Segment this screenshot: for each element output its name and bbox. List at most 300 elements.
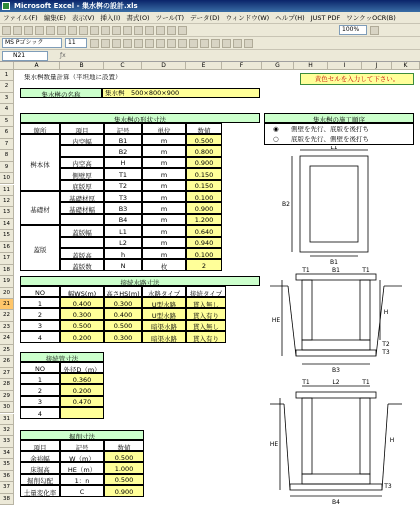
shape-item-cell: [60, 145, 104, 156]
column-header-g[interactable]: G: [262, 62, 294, 70]
tube-no-cell-text: 1: [37, 375, 43, 384]
shape-item-cell-text: 蓋版数: [72, 263, 92, 272]
window-titlebar: [0, 0, 420, 12]
undo-icon[interactable]: [101, 26, 110, 35]
shape-header-cell-text: 箇所: [33, 126, 47, 135]
pipe-no-cell-text: 4: [37, 333, 43, 342]
font-select[interactable]: MS Pゴシック: [2, 38, 62, 48]
exc-symbol-cell: [60, 485, 104, 496]
radio-selected-icon[interactable]: ◉: [273, 126, 279, 133]
exc-value-cell[interactable]: [104, 485, 144, 496]
new-icon[interactable]: [2, 26, 11, 35]
shape-header-cell: [186, 123, 222, 134]
row-header[interactable]: 12: [0, 196, 14, 207]
shape-unit-cell-text: m: [160, 227, 168, 236]
shape-unit-cell: [142, 145, 186, 156]
shape-group-cell: [20, 225, 60, 271]
column-header-d[interactable]: D: [142, 62, 186, 70]
tube-diameter-cell-text: 0.360: [72, 375, 92, 384]
shape-value-cell[interactable]: [186, 145, 222, 156]
print-icon[interactable]: [35, 26, 44, 35]
underline-icon[interactable]: [112, 39, 121, 48]
shape-unit-cell-text: m: [160, 193, 168, 202]
font-size-select[interactable]: 11: [65, 38, 87, 48]
row-header[interactable]: 24: [0, 333, 14, 344]
pipe-width-cell[interactable]: [60, 331, 104, 342]
order-option-1[interactable]: 側壁を先行、底版を後打ち: [291, 126, 369, 133]
shape-symbol-cell: [104, 180, 142, 191]
menu-insert[interactable]: 挿入(I): [100, 14, 121, 22]
pipe-width-cell-text: 0.200: [72, 333, 92, 342]
shape-symbol-cell-text: L1: [119, 227, 127, 236]
menu-data[interactable]: データ(D): [190, 14, 220, 22]
row-header[interactable]: 23: [0, 322, 14, 333]
decrease-decimal-icon[interactable]: [211, 39, 220, 48]
shape-unit-cell-text: m: [160, 148, 168, 157]
borders-icon[interactable]: [222, 39, 231, 48]
shape-symbol-cell: [104, 248, 142, 259]
pipe-conn-cell[interactable]: [186, 331, 226, 342]
pipe-type-cell-text: 暗渠水路: [151, 323, 177, 332]
column-header-a[interactable]: A: [14, 62, 60, 70]
shape-unit-cell: [142, 157, 186, 168]
exc-header-cell-text: 記号: [75, 443, 89, 452]
exc-header-cell-text: 項目: [33, 443, 47, 452]
pipe-type-cell[interactable]: [142, 308, 186, 319]
tube-no-cell: [20, 396, 60, 407]
pipe-type-cell-text: 暗渠水路: [151, 334, 177, 343]
tube-no-cell-text: 2: [37, 387, 43, 396]
order-title-cell: 集水桝の施工順序: [264, 113, 414, 123]
cut-icon[interactable]: [68, 26, 77, 35]
column-header-f[interactable]: F: [222, 62, 262, 70]
row-header[interactable]: 16: [0, 242, 14, 253]
dim-label: T1: [302, 267, 310, 274]
save-icon[interactable]: [24, 26, 33, 35]
sort-desc-icon[interactable]: [156, 26, 165, 35]
dim-label: H: [389, 437, 395, 444]
dim-label: T3: [382, 349, 390, 356]
row-header[interactable]: 36: [0, 471, 14, 482]
shape-item-cell: [60, 237, 104, 248]
increase-decimal-icon[interactable]: [200, 39, 209, 48]
row-header[interactable]: 35: [0, 459, 14, 470]
pipe-height-cell[interactable]: [104, 320, 142, 331]
shape-item-cell: [60, 214, 104, 225]
copy-icon[interactable]: [79, 26, 88, 35]
menu-format[interactable]: 書式(O): [126, 14, 150, 22]
pipe-header-cell-text: 幅WS(m): [67, 289, 97, 298]
dim-label: H: [383, 309, 389, 316]
tube-diameter-cell[interactable]: [60, 396, 104, 407]
shape-symbol-cell: [104, 134, 142, 145]
shape-group-cell: [20, 134, 60, 191]
pipe-header-cell: [60, 286, 104, 297]
column-header-c[interactable]: C: [104, 62, 142, 70]
shape-value-cell[interactable]: [186, 214, 222, 225]
tube-no-cell: [20, 407, 60, 418]
pipe-width-cell-text: 0.300: [72, 311, 92, 320]
menu-edit[interactable]: 編集(E): [43, 14, 66, 22]
menu-bar: [0, 12, 420, 24]
tube-diameter-cell[interactable]: [60, 407, 104, 418]
pipe-width-cell[interactable]: [60, 320, 104, 331]
pipe-header-cell: [142, 286, 186, 297]
autosum-icon[interactable]: [134, 26, 143, 35]
align-right-icon[interactable]: [145, 39, 154, 48]
shape-value-cell-text: 0.100: [194, 193, 214, 202]
shape-value-cell-text: 0.150: [194, 182, 214, 191]
exc-value-cell[interactable]: [104, 474, 144, 485]
shape-symbol-cell: [104, 168, 142, 179]
exc-value-cell-text: 0.500: [114, 476, 134, 485]
shape-symbol-cell-text: H: [120, 159, 126, 168]
pipe-width-cell[interactable]: [60, 308, 104, 319]
row-header[interactable]: 19: [0, 276, 14, 287]
merge-center-icon[interactable]: [156, 39, 165, 48]
column-header-e[interactable]: E: [186, 62, 222, 70]
help-icon[interactable]: [370, 26, 379, 35]
pipe-conn-cell[interactable]: [186, 297, 226, 308]
pipe-type-cell-text: U型水路: [151, 312, 177, 321]
row-header[interactable]: 15: [0, 230, 14, 241]
row-header[interactable]: 25: [0, 345, 14, 356]
column-header-j[interactable]: J: [362, 62, 392, 70]
shape-item-cell: [60, 157, 104, 168]
excel-app-icon: [2, 2, 10, 10]
exc-symbol-cell: [60, 451, 104, 462]
shape-unit-cell-text: m: [160, 170, 168, 179]
italic-icon[interactable]: [101, 39, 110, 48]
dim-label: L1: [330, 146, 338, 151]
shape-item-cell: [60, 259, 104, 270]
comma-icon[interactable]: [189, 39, 198, 48]
shape-header-cell: [142, 123, 186, 134]
shape-value-cell[interactable]: [186, 191, 222, 202]
exc-value-cell[interactable]: [104, 451, 144, 462]
shape-symbol-cell: [104, 214, 142, 225]
exc-symbol-cell-text: 1：n: [74, 477, 90, 486]
row-header[interactable]: 7: [0, 139, 14, 150]
row-header[interactable]: 21: [0, 299, 14, 310]
shape-header-cell-text: 単位: [157, 126, 171, 135]
order-option-2[interactable]: 底版を先行、側壁を後打ち: [291, 136, 369, 143]
dim-label: B1: [332, 267, 340, 274]
shape-symbol-cell: [104, 145, 142, 156]
column-header-b[interactable]: B: [60, 62, 104, 70]
menu-help[interactable]: ヘルプ(H): [275, 14, 305, 22]
exc-item-cell: [20, 485, 60, 496]
dim-label: T1: [362, 267, 370, 274]
menu-justpdf[interactable]: JUST PDF: [310, 13, 341, 22]
shape-group-cell-text: 蓋版: [33, 245, 47, 254]
dim-label: T1: [302, 379, 310, 386]
shape-value-cell[interactable]: [186, 168, 222, 179]
row-header[interactable]: 6: [0, 127, 14, 138]
row-header[interactable]: 33: [0, 436, 14, 447]
exc-value-cell-text: 0.500: [114, 453, 134, 462]
fx-icon[interactable]: ƒx: [60, 52, 66, 59]
spell-icon[interactable]: [57, 26, 66, 35]
dim-label: T3: [384, 483, 392, 490]
input-note: 黄色セルを入力して下さい。: [300, 73, 414, 85]
percent-icon[interactable]: [178, 39, 187, 48]
row-header[interactable]: 10: [0, 173, 14, 184]
row-header[interactable]: 38: [0, 494, 14, 505]
shape-symbol-cell: [104, 259, 142, 270]
shape-item-cell: [60, 134, 104, 145]
pipe-no-cell: [20, 297, 60, 308]
row-header[interactable]: 20: [0, 288, 14, 299]
row-header[interactable]: 3: [0, 93, 14, 104]
shape-value-cell-text: 0.900: [194, 159, 214, 168]
excavation-title-cell: 掘削寸法: [20, 430, 144, 440]
tube-diameter-cell[interactable]: [60, 384, 104, 395]
row-header[interactable]: 8: [0, 150, 14, 161]
tube-no-cell-text: 3: [37, 398, 43, 407]
exc-symbol-cell-text: W（m）: [69, 454, 95, 463]
menu-ocr[interactable]: ワンクッOCR(B): [346, 14, 396, 22]
column-header-h[interactable]: H: [294, 62, 328, 70]
shape-header-cell-text: 項目: [75, 126, 89, 135]
chart-wizard-icon[interactable]: [167, 26, 176, 35]
shape-unit-cell-text: m: [160, 159, 168, 168]
pipe-header-cell-text: 接続タイプ: [189, 289, 223, 298]
tube-diameter-cell[interactable]: [60, 373, 104, 384]
zoom-select[interactable]: 100%: [339, 25, 367, 35]
shape-value-cell-text: 0.150: [194, 170, 214, 179]
shape-value-cell[interactable]: [186, 225, 222, 236]
column-header-i[interactable]: I: [328, 62, 362, 70]
shape-symbol-cell-text: B2: [118, 148, 128, 157]
dim-label: HE: [269, 441, 279, 448]
shape-value-cell[interactable]: [186, 237, 222, 248]
shape-value-cell[interactable]: [186, 259, 222, 270]
exc-item-cell-text: 余裕幅: [30, 454, 50, 463]
pipe-header-cell: [20, 286, 60, 297]
shape-value-cell-text: 1.200: [194, 216, 214, 225]
shape-unit-cell-text: m: [160, 239, 168, 248]
row-header[interactable]: 31: [0, 414, 14, 425]
tube-header-cell: [60, 362, 104, 373]
pipe-no-cell: [20, 331, 60, 342]
open-icon[interactable]: [13, 26, 22, 35]
shape-symbol-cell: [104, 202, 142, 213]
shape-symbol-cell: [104, 157, 142, 168]
pipe-no-cell-text: 1: [37, 299, 43, 308]
align-left-icon[interactable]: [123, 39, 132, 48]
row-header[interactable]: 4: [0, 104, 14, 115]
row-header[interactable]: 28: [0, 379, 14, 390]
row-header[interactable]: 29: [0, 391, 14, 402]
exc-header-cell: [60, 440, 104, 451]
menu-window[interactable]: ウィンドウ(W): [225, 14, 270, 22]
shape-unit-cell: [142, 225, 186, 236]
pipe-no-cell: [20, 308, 60, 319]
shape-unit-cell: [142, 168, 186, 179]
pipe-type-cell[interactable]: [142, 320, 186, 331]
shape-unit-cell: [142, 191, 186, 202]
pipe-width-cell[interactable]: [60, 297, 104, 308]
exc-value-cell-text: 0.900: [114, 487, 134, 496]
name-box[interactable]: N21: [2, 51, 48, 61]
shape-header-cell-text: 記号: [116, 126, 130, 135]
drawing-icon[interactable]: [178, 26, 187, 35]
row-header[interactable]: 18: [0, 265, 14, 276]
menu-file[interactable]: ファイル(F): [3, 14, 38, 22]
bold-icon[interactable]: [90, 39, 99, 48]
shape-unit-cell: [142, 214, 186, 225]
pipe-width-cell-text: 0.400: [72, 299, 92, 308]
menu-view[interactable]: 表示(V): [71, 14, 95, 22]
shape-symbol-cell: [104, 191, 142, 202]
shape-unit-cell-text: m: [160, 182, 168, 191]
pipe-no-cell: [20, 320, 60, 331]
column-header-k[interactable]: K: [392, 62, 420, 70]
pipe-header-cell-text: NO: [35, 288, 45, 297]
shape-symbol-cell: [104, 225, 142, 236]
shape-unit-cell: [142, 237, 186, 248]
shape-item-cell-text: 蓋版高: [72, 251, 92, 260]
tube-diameter-cell-text: 0.470: [72, 398, 92, 407]
font-color-icon[interactable]: [244, 39, 253, 48]
exc-symbol-cell-text: C: [79, 487, 85, 496]
pipe-height-cell[interactable]: [104, 331, 142, 342]
shape-unit-cell: [142, 248, 186, 259]
shape-item-cell: [60, 168, 104, 179]
tube-header-cell-text: 外径D（m）: [63, 365, 101, 374]
pipe-conn-cell-text: 貫入有り: [193, 334, 219, 343]
exc-item-cell: [20, 451, 60, 462]
align-center-icon[interactable]: [134, 39, 143, 48]
row-header[interactable]: 1: [0, 70, 14, 81]
pipe-header-cell: [186, 286, 226, 297]
shape-value-cell[interactable]: [186, 134, 222, 145]
shape-value-cell-text: 0.500: [194, 136, 214, 145]
pipe-height-cell[interactable]: [104, 297, 142, 308]
exc-symbol-cell-text: HE（m）: [67, 466, 97, 475]
drawing-diagram: [262, 146, 420, 505]
row-header[interactable]: 30: [0, 402, 14, 413]
pipe-type-cell-text: U型水路: [151, 300, 177, 309]
shape-value-cell[interactable]: [186, 180, 222, 191]
shape-group-cell-text: 基礎材: [30, 206, 50, 215]
redo-icon[interactable]: [112, 26, 121, 35]
pipe-height-cell[interactable]: [104, 308, 142, 319]
pipe-type-cell[interactable]: [142, 331, 186, 342]
row-header[interactable]: 5: [0, 116, 14, 127]
hyperlink-icon[interactable]: [123, 26, 132, 35]
exc-item-cell-text: 掘削勾配: [27, 477, 53, 486]
shape-symbol-cell-text: B3: [118, 205, 128, 214]
name-value-cell[interactable]: 集水桝 500×800×900: [102, 88, 260, 98]
pipe-title-cell: 接続水路寸法: [20, 276, 260, 286]
shape-item-cell-text: 蓋版幅: [72, 228, 92, 237]
shape-header-cell: [104, 123, 142, 134]
shape-item-cell-text: 内空高: [72, 160, 92, 169]
paste-icon[interactable]: [90, 26, 99, 35]
pipe-type-cell[interactable]: [142, 297, 186, 308]
dim-label: T2: [382, 341, 390, 348]
sort-asc-icon[interactable]: [145, 26, 154, 35]
pipe-height-cell-text: 0.400: [113, 311, 133, 320]
pipe-height-cell-text: 0.500: [113, 322, 133, 331]
order-options: [264, 123, 414, 145]
dim-label: B4: [332, 499, 340, 505]
menu-tools[interactable]: ツール(T): [155, 14, 185, 22]
shape-symbol-cell-text: B4: [118, 216, 128, 225]
exc-value-cell-text: 1.000: [114, 465, 134, 474]
row-header[interactable]: 34: [0, 448, 14, 459]
row-header[interactable]: 37: [0, 482, 14, 493]
shape-value-cell-text: 0.940: [194, 239, 214, 248]
dim-label: L2: [332, 379, 340, 386]
shape-unit-cell: [142, 202, 186, 213]
row-header[interactable]: 13: [0, 207, 14, 218]
dim-label: B1: [330, 259, 338, 266]
exc-header-cell: [104, 440, 144, 451]
exc-symbol-cell: [60, 474, 104, 485]
row-header[interactable]: 27: [0, 368, 14, 379]
row-header[interactable]: 32: [0, 425, 14, 436]
fill-color-icon[interactable]: [233, 39, 242, 48]
tube-no-cell-text: 4: [37, 409, 43, 418]
row-header[interactable]: 2: [0, 81, 14, 92]
tube-title-cell: 接続管寸法: [20, 352, 104, 362]
name-label-cell[interactable]: 集水桝の名称: [20, 88, 102, 98]
exc-value-cell[interactable]: [104, 462, 144, 473]
shape-value-cell[interactable]: [186, 248, 222, 259]
shape-header-cell: [60, 123, 104, 134]
preview-icon[interactable]: [46, 26, 55, 35]
shape-symbol-cell-text: N: [120, 262, 126, 271]
shape-value-cell[interactable]: [186, 157, 222, 168]
shape-item-cell: [60, 202, 104, 213]
shape-value-cell[interactable]: [186, 202, 222, 213]
pipe-conn-cell[interactable]: [186, 308, 226, 319]
row-header[interactable]: 26: [0, 356, 14, 367]
currency-icon[interactable]: [167, 39, 176, 48]
pipe-height-cell-text: 0.300: [113, 333, 133, 342]
shape-symbol-cell-text: B1: [118, 136, 128, 145]
exc-item-cell-text: 土量変化率: [23, 488, 57, 497]
pipe-width-cell-text: 0.500: [72, 322, 92, 331]
exc-symbol-cell: [60, 462, 104, 473]
tube-no-cell: [20, 384, 60, 395]
shape-value-cell-text: 2: [201, 262, 207, 271]
shape-item-cell: [60, 191, 104, 202]
select-all-corner[interactable]: [0, 62, 14, 70]
row-header[interactable]: 22: [0, 310, 14, 321]
sheet-title: 集水桝数量計算（平坦地に設置）: [24, 74, 122, 81]
row-header[interactable]: 11: [0, 185, 14, 196]
pipe-no-cell-text: 3: [37, 322, 43, 331]
radio-unselected-icon[interactable]: ○: [273, 136, 279, 143]
row-header[interactable]: 9: [0, 162, 14, 173]
shape-symbol-cell-text: T2: [118, 182, 128, 191]
shape-item-cell-text: 側壁厚: [72, 171, 92, 180]
pipe-conn-cell[interactable]: [186, 320, 226, 331]
formatting-toolbar: [0, 37, 420, 50]
formula-bar: [0, 50, 420, 62]
row-header[interactable]: 14: [0, 219, 14, 230]
row-header[interactable]: 17: [0, 253, 14, 264]
shape-item-cell: [60, 248, 104, 259]
shape-symbol-cell-text: T1: [118, 170, 128, 179]
exc-item-cell: [20, 462, 60, 473]
exc-header-cell: [20, 440, 60, 451]
tube-header-cell-text: NO: [35, 364, 45, 373]
